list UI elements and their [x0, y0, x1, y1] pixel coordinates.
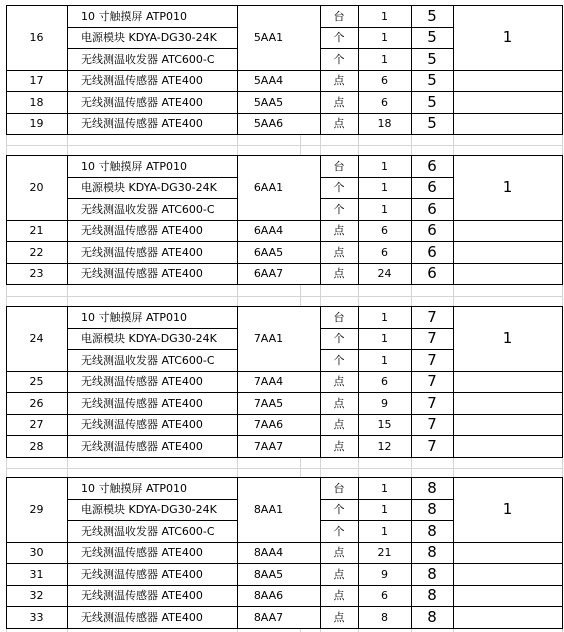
cell-border [67, 349, 238, 350]
row-number: 29 [29, 503, 44, 516]
item-name: 电源模块 KDYA-DG30-24K [81, 181, 217, 194]
unit: 点 [333, 224, 345, 237]
unit: 点 [333, 567, 345, 581]
gridline [358, 285, 359, 306]
device-code: 8AA7 [253, 610, 284, 624]
gridline [562, 135, 563, 155]
batch-number: 7 [427, 393, 437, 412]
gridline [67, 135, 68, 155]
item-name: 无线测温收发器 ATC600-C [81, 353, 215, 367]
group-quantity: 1 [502, 28, 513, 46]
gridline [411, 285, 412, 306]
quantity: 1 [381, 9, 388, 23]
row-number: 24 [29, 332, 44, 345]
cell-border [6, 5, 563, 6]
device-code: 7AA6 [253, 418, 284, 431]
batch-number: 8 [427, 500, 437, 518]
row-number: 26 [29, 396, 44, 410]
gridline [320, 458, 321, 477]
device-code: 7AA1 [253, 332, 284, 345]
batch-number: 7 [427, 436, 437, 455]
batch-number: 6 [427, 264, 437, 282]
gridline [411, 458, 412, 477]
item-name: 无线测温收发器 ATC600-C [81, 202, 215, 216]
gridline [300, 135, 301, 155]
cell-border [6, 542, 563, 543]
item-name: 10 寸触摸屏 ATP010 [81, 9, 188, 23]
cell-border [6, 284, 563, 285]
item-name: 10 寸触摸屏 ATP010 [81, 159, 188, 173]
batch-number: 7 [427, 307, 437, 326]
quantity: 1 [381, 181, 388, 194]
gridline [453, 135, 454, 155]
row-number: 31 [29, 567, 44, 581]
quantity: 1 [381, 31, 388, 44]
item-name: 10 寸触摸屏 ATP010 [81, 310, 188, 324]
quantity: 1 [381, 52, 388, 66]
cell-border [6, 113, 563, 114]
item-name: 电源模块 KDYA-DG30-24K [81, 31, 217, 44]
item-name: 无线测温传感器 ATE400 [81, 117, 203, 130]
gridline [6, 458, 7, 477]
device-code: 5AA1 [253, 31, 284, 44]
device-code: 8AA6 [253, 589, 284, 602]
gridline [6, 468, 562, 469]
row-number: 20 [29, 181, 44, 194]
quantity: 1 [381, 481, 388, 495]
quantity: 9 [381, 396, 388, 410]
batch-number: 7 [427, 350, 437, 369]
unit: 点 [333, 95, 345, 109]
group-quantity: 1 [502, 329, 513, 347]
quantity: 12 [377, 439, 392, 453]
item-name: 无线测温传感器 ATE400 [81, 224, 203, 237]
gridline [6, 296, 562, 297]
cell-border [320, 499, 454, 500]
cell-border [6, 606, 563, 607]
quantity: 6 [381, 74, 388, 87]
batch-number: 8 [427, 564, 437, 583]
item-name: 无线测温传感器 ATE400 [81, 375, 203, 388]
unit: 台 [333, 159, 345, 173]
cell-border [6, 477, 563, 478]
cell-border [67, 48, 238, 49]
cell-border [67, 27, 238, 28]
quantity: 1 [381, 332, 388, 345]
device-code: 5AA4 [253, 74, 284, 87]
cell-border [320, 198, 454, 199]
unit: 点 [333, 267, 345, 280]
gridline [67, 458, 68, 477]
item-name: 无线测温传感器 ATE400 [81, 267, 203, 280]
cell-border [6, 563, 563, 564]
cell-border [67, 328, 238, 329]
quantity: 6 [381, 95, 388, 109]
batch-number: 5 [427, 6, 437, 25]
cell-border [6, 155, 563, 156]
quantity: 1 [381, 159, 388, 173]
quantity: 6 [381, 245, 388, 259]
cell-border [6, 457, 563, 458]
gridline [320, 285, 321, 306]
batch-number: 8 [427, 478, 437, 497]
item-name: 10 寸触摸屏 ATP010 [81, 481, 188, 495]
row-number: 27 [29, 418, 44, 431]
quantity: 15 [377, 418, 392, 431]
device-code: 5AA6 [253, 117, 284, 130]
item-name: 无线测温传感器 ATE400 [81, 245, 203, 259]
unit: 点 [333, 418, 345, 431]
item-name: 电源模块 KDYA-DG30-24K [81, 332, 217, 345]
device-code: 6AA5 [253, 245, 284, 259]
row-number: 28 [29, 439, 44, 453]
group-quantity: 1 [502, 500, 513, 518]
gridline [453, 285, 454, 306]
unit: 点 [333, 439, 345, 453]
quantity: 6 [381, 375, 388, 388]
unit: 点 [333, 375, 345, 388]
cell-border [320, 27, 454, 28]
batch-number: 5 [427, 114, 437, 132]
gridline [237, 135, 238, 155]
quantity: 1 [381, 503, 388, 516]
device-code: 8AA4 [253, 546, 284, 559]
batch-number: 6 [427, 199, 437, 218]
cell-border [6, 392, 563, 393]
cell-border [6, 220, 563, 221]
unit: 点 [333, 74, 345, 87]
item-name: 无线测温收发器 ATC600-C [81, 52, 215, 66]
quantity: 6 [381, 589, 388, 602]
unit: 点 [333, 589, 345, 602]
batch-number: 8 [427, 586, 437, 604]
cell-border [6, 241, 563, 242]
unit: 台 [333, 310, 345, 324]
batch-number: 6 [427, 156, 437, 175]
item-name: 无线测温收发器 ATC600-C [81, 524, 215, 538]
cell-border [6, 585, 563, 586]
cell-border [67, 198, 238, 199]
cell-border [6, 371, 563, 372]
cell-border [6, 70, 563, 71]
quantity: 9 [381, 567, 388, 581]
batch-number: 5 [427, 28, 437, 46]
unit: 个 [333, 353, 345, 367]
row-number: 21 [29, 224, 44, 237]
cell-border [6, 414, 563, 415]
item-name: 无线测温传感器 ATE400 [81, 396, 203, 410]
cell-border [320, 520, 454, 521]
gridline [300, 458, 301, 477]
batch-number: 5 [427, 71, 437, 89]
batch-number: 5 [427, 49, 437, 68]
unit: 台 [333, 9, 345, 23]
cell-border [67, 177, 238, 178]
device-code: 6AA4 [253, 224, 284, 237]
gridline [237, 285, 238, 306]
row-number: 33 [29, 610, 44, 624]
batch-number: 6 [427, 178, 437, 196]
cell-border [67, 520, 238, 521]
cell-border [67, 499, 238, 500]
gridline [453, 458, 454, 477]
device-code: 7AA4 [253, 375, 284, 388]
quantity: 18 [377, 117, 392, 130]
item-name: 无线测温传感器 ATE400 [81, 74, 203, 87]
unit: 点 [333, 245, 345, 259]
device-code: 5AA5 [253, 95, 284, 109]
gridline [562, 285, 563, 306]
batch-number: 8 [427, 521, 437, 540]
item-name: 无线测温传感器 ATE400 [81, 95, 203, 109]
item-name: 无线测温传感器 ATE400 [81, 546, 203, 559]
cell-border [320, 328, 454, 329]
gridline [67, 285, 68, 306]
unit: 点 [333, 117, 345, 130]
cell-border [320, 48, 454, 49]
cell-border [6, 263, 563, 264]
item-name: 电源模块 KDYA-DG30-24K [81, 503, 217, 516]
gridline [562, 458, 563, 477]
unit: 点 [333, 396, 345, 410]
item-name: 无线测温传感器 ATE400 [81, 567, 203, 581]
unit: 个 [333, 503, 345, 516]
cell-border [6, 91, 563, 92]
row-number: 19 [29, 117, 44, 130]
gridline [358, 135, 359, 155]
unit: 个 [333, 332, 345, 345]
row-number: 17 [29, 74, 44, 87]
quantity: 8 [381, 610, 388, 624]
quantity: 21 [377, 546, 392, 559]
batch-number: 6 [427, 221, 437, 239]
unit: 点 [333, 610, 345, 624]
gridline [6, 145, 562, 146]
gridline [300, 285, 301, 306]
quantity: 1 [381, 353, 388, 367]
row-number: 18 [29, 95, 44, 109]
gridline [6, 135, 7, 155]
device-code: 7AA5 [253, 396, 284, 410]
device-code: 7AA7 [253, 439, 284, 453]
batch-number: 6 [427, 242, 437, 261]
device-code: 8AA5 [253, 567, 284, 581]
unit: 个 [333, 181, 345, 194]
row-number: 23 [29, 267, 44, 280]
quantity: 1 [381, 524, 388, 538]
quantity: 1 [381, 310, 388, 324]
unit: 台 [333, 481, 345, 495]
row-number: 32 [29, 589, 44, 602]
row-number: 25 [29, 375, 44, 388]
gridline [411, 135, 412, 155]
unit: 个 [333, 202, 345, 216]
group-quantity: 1 [502, 178, 513, 196]
device-code: 6AA7 [253, 267, 284, 280]
cell-border [320, 177, 454, 178]
item-name: 无线测温传感器 ATE400 [81, 610, 203, 624]
batch-number: 7 [427, 372, 437, 390]
quantity: 1 [381, 202, 388, 216]
item-name: 无线测温传感器 ATE400 [81, 418, 203, 431]
gridline [358, 458, 359, 477]
unit: 个 [333, 524, 345, 538]
unit: 个 [333, 31, 345, 44]
device-code: 6AA1 [253, 181, 284, 194]
batch-number: 8 [427, 607, 437, 626]
cell-border [6, 435, 563, 436]
cell-border [6, 628, 563, 629]
gridline [6, 285, 7, 306]
row-number: 30 [29, 546, 44, 559]
cell-border [6, 134, 563, 135]
gridline [237, 458, 238, 477]
batch-number: 8 [427, 543, 437, 561]
batch-number: 5 [427, 92, 437, 111]
item-name: 无线测温传感器 ATE400 [81, 439, 203, 453]
batch-number: 7 [427, 329, 437, 347]
device-code: 8AA1 [253, 503, 284, 516]
batch-number: 7 [427, 415, 437, 433]
item-name: 无线测温传感器 ATE400 [81, 589, 203, 602]
unit: 点 [333, 546, 345, 559]
gridline [320, 135, 321, 155]
cell-border [320, 349, 454, 350]
row-number: 22 [29, 245, 44, 259]
quantity: 24 [377, 267, 392, 280]
row-number: 16 [29, 31, 44, 44]
unit: 个 [333, 52, 345, 66]
quantity: 6 [381, 224, 388, 237]
cell-border [6, 306, 563, 307]
